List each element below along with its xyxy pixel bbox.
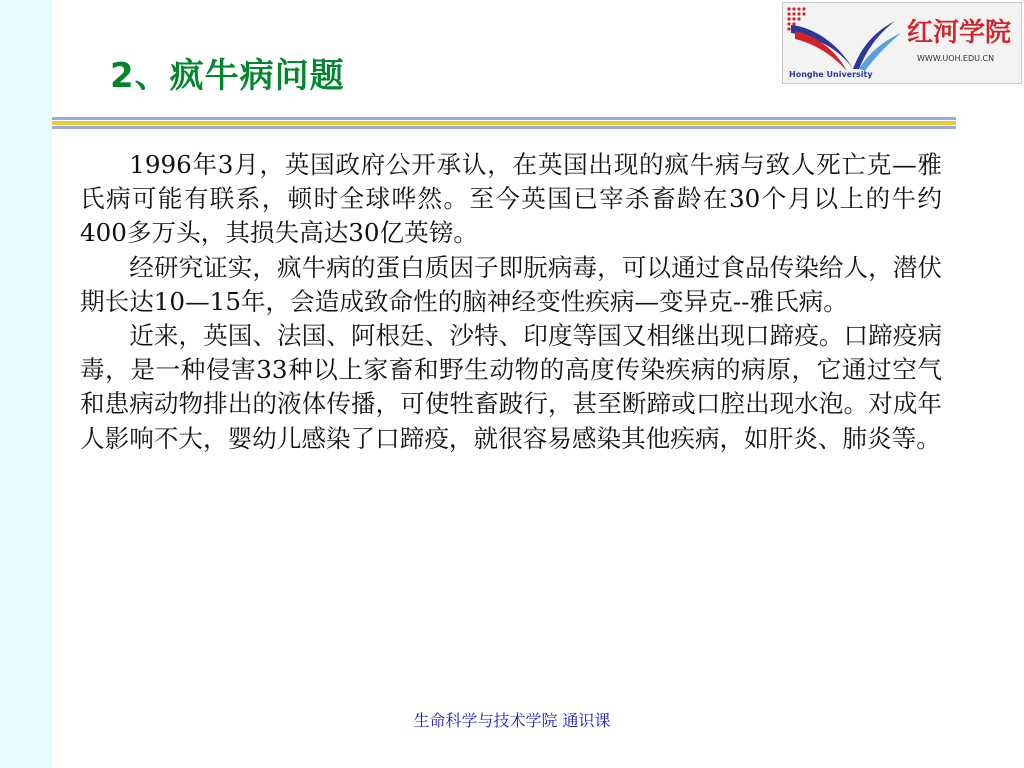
body-text [80,148,942,456]
slide-title: 2、疯牛病问题 [110,56,345,96]
logo-url: WWW.UOH.EDU.CN [917,54,995,63]
left-accent-band [0,0,52,768]
divider-line-top [52,117,956,120]
divider-line-middle [52,121,956,125]
logo-name-en: Honghe University [789,70,873,79]
divider-line-bottom [52,126,956,129]
paragraph-1: 1996年3月，英国政府公开承认，在英国出现的疯牛病与致人死亡克—雅氏病可能有联系，顿时全球哗然。至今英国已宰杀畜龄在30个月以上的牛约400多万头，其损失高达30亿英镑。 [80,150,942,248]
paragraph-3: 近来，英国、法国、阿根廷、沙特、印度等国又相继出现口蹄疫。口蹄疫病毒，是一种侵害33种以上家畜和野生动物的高度传染疾病的病原，它通过空气和患病动物排出的液体传播，可使牲畜跛行，甚至断蹄或口腔出现水泡。对成年人影响不大，婴幼儿感染了口蹄疫，就很容易感染其他疾病，如肝炎、肺炎等。 [80,321,942,453]
footer-text: 生命科学与技术学院 通识课 [413,711,611,730]
paragraph-2: 经研究证实，疯牛病的蛋白质因子即朊病毒，可以通过食品传染给人，潜伏期长达10—15年，会造成致命性的脑神经变性疾病—变异克--雅氏病。 [80,252,942,316]
title-divider [52,117,956,133]
university-logo [782,2,1022,84]
logo-name-cn: 红河学院 [907,18,1012,48]
